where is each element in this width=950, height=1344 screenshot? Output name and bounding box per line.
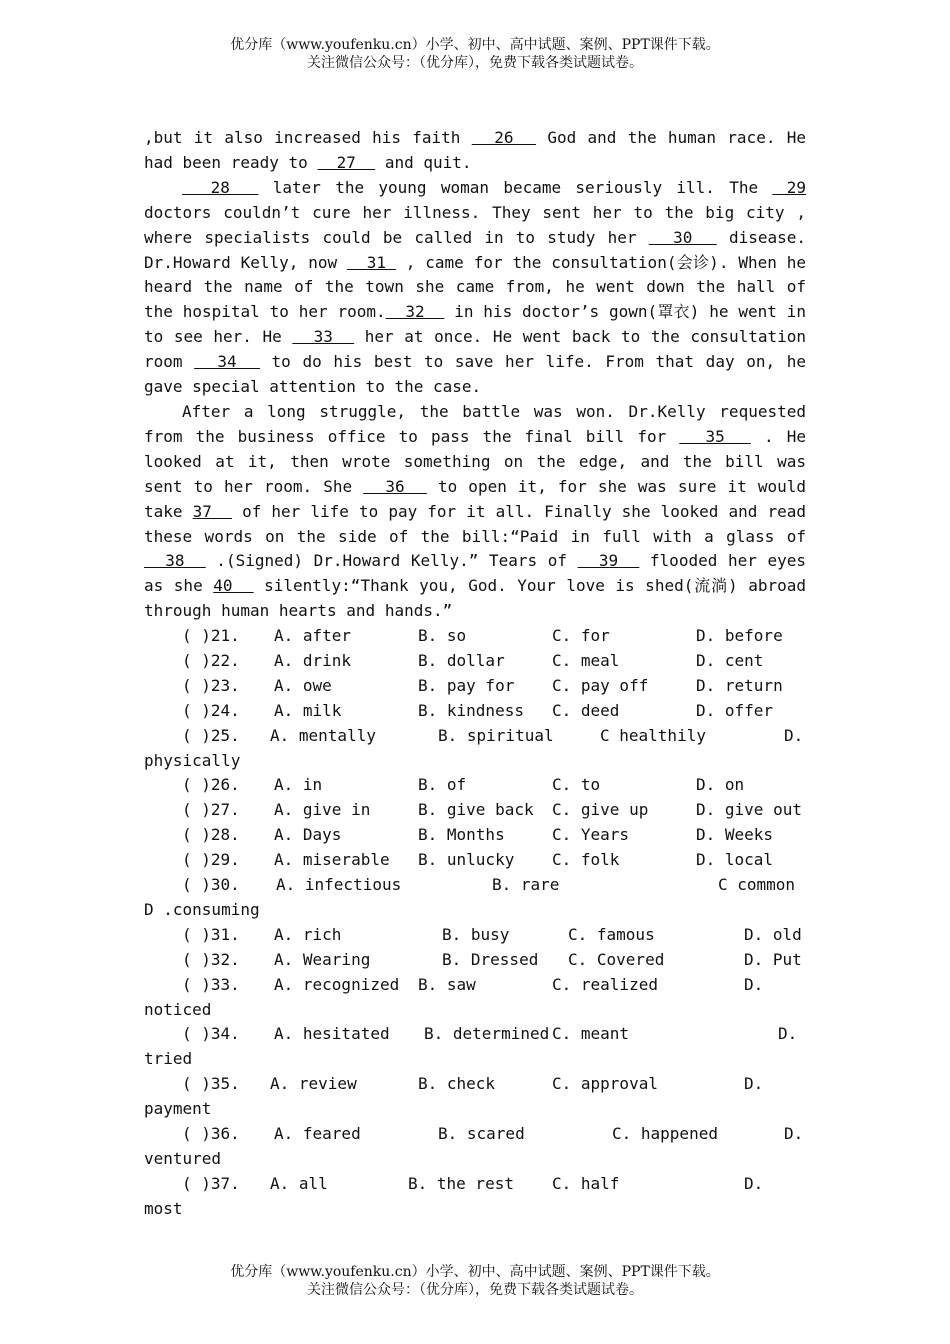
option-a: A. hesitated [274, 1024, 390, 1044]
passage-text: ,but it also increased his faith [144, 128, 472, 147]
option-b: B. scared [438, 1124, 525, 1144]
question-row [144, 1122, 806, 1172]
question-row [144, 973, 806, 1023]
option-b: B. check [418, 1074, 496, 1094]
option-c: C. happened [612, 1124, 718, 1144]
question-number: ( )35. [182, 1074, 240, 1094]
answer-blank: 38 [144, 551, 206, 571]
option-d-text: ventured [144, 1148, 222, 1168]
option-b: B. busy [442, 924, 510, 944]
passage-text: After a long struggle, the battle was won. Dr.Kelly requested from the business office to pass the final bill for [144, 401, 806, 446]
option-c: C. to [552, 775, 601, 795]
question-number: ( )25. [182, 725, 240, 745]
answer-blank: 31 [347, 252, 396, 272]
question-number: ( )34. [182, 1024, 240, 1044]
option-b: B. saw [418, 974, 476, 994]
option-a: A. drink [274, 651, 352, 671]
passage-paragraph-1 [144, 126, 806, 176]
option-a: A. milk [274, 700, 342, 720]
passage-text: silently:“Thank you, God. Your love is shed(流淌) abroad through human hearts and hands.” [144, 576, 807, 621]
answer-blank: 35 [679, 426, 751, 446]
option-d: D. [744, 1173, 764, 1193]
question-row [144, 1172, 806, 1222]
question-number: ( )36. [182, 1124, 240, 1144]
option-c: C. meant [552, 1024, 630, 1044]
option-a: A. review [270, 1074, 357, 1094]
answer-blank: 29 [772, 177, 806, 197]
option-b: B. kindness [418, 700, 524, 720]
question-row [144, 823, 806, 848]
option-d: D. on [696, 775, 745, 795]
passage-text: later the young woman became seriously ill. The [258, 177, 773, 197]
passage-text: .(Signed) Dr.Howard Kelly.” Tears of [205, 551, 578, 571]
answer-blank: 34 [194, 352, 260, 372]
option-d: D. return [696, 675, 783, 695]
question-row [144, 1072, 806, 1122]
passage-text: doctors couldn’t cure her illness. They sent her to the big city , where specialists could be called in to study her [144, 202, 806, 247]
option-c: C. Years [552, 825, 630, 845]
option-c: C. pay off [552, 675, 649, 695]
option-b: B. so [418, 626, 467, 646]
option-a: A. Days [274, 825, 342, 845]
option-b: B. spiritual [438, 725, 554, 745]
option-d-text: payment [144, 1099, 212, 1119]
option-d: D. before [696, 626, 783, 646]
question-number: ( )30. [182, 875, 240, 895]
option-d-text: most [144, 1198, 183, 1218]
option-d: D. old [744, 924, 802, 944]
question-number: ( )27. [182, 800, 240, 820]
question-number: ( )33. [182, 974, 240, 994]
question-number: ( )28. [182, 825, 240, 845]
option-a: A. miserable [274, 850, 390, 870]
option-c: C. realized [552, 974, 658, 994]
option-d: D. offer [696, 700, 774, 720]
option-d: D. Put [744, 949, 802, 969]
option-a: A. give in [274, 800, 371, 820]
passage-text: to open it, for she was sure it would take [144, 476, 807, 521]
passage-text: flooded her eyes as she [144, 551, 806, 596]
option-a: A. feared [274, 1124, 361, 1144]
option-c: C. give up [552, 800, 649, 820]
footer-line-1: 优分库（www.youfenku.cn）小学、初中、高中试题、案例、PPT课件下载。 [230, 1264, 720, 1280]
question-row [144, 923, 806, 948]
answer-blank: 32 [385, 302, 445, 322]
option-c: C. approval [552, 1074, 658, 1094]
option-b: B. of [418, 775, 467, 795]
passage-paragraph-3 [144, 400, 806, 624]
header-line-1: 优分库（www.youfenku.cn）小学、初中、高中试题、案例、PPT课件下载。 [230, 37, 720, 53]
answer-blank: 28 [182, 177, 259, 197]
passage-text: , came for the consultation(会诊). When he heard the name of the town she came from, he went down the hall of the hospital to her room. [144, 252, 806, 322]
question-number: ( )37. [182, 1173, 240, 1193]
option-c: C. Covered [568, 949, 665, 969]
question-row [144, 948, 806, 973]
option-a: A. owe [274, 675, 332, 695]
question-number: ( )23. [182, 675, 240, 695]
option-a: A. infectious [276, 875, 402, 895]
option-b: B. determined [424, 1024, 550, 1044]
passage-paragraph-2 [144, 176, 806, 400]
passage-text: disease. Dr.Howard Kelly, now [144, 227, 807, 272]
question-number: ( )29. [182, 850, 240, 870]
document-body [144, 126, 806, 1222]
option-a: A. recognized [274, 974, 400, 994]
question-row [144, 848, 806, 873]
passage-text: and quit. [375, 152, 472, 172]
question-number: ( )21. [182, 626, 240, 646]
option-d: D. [784, 1124, 804, 1144]
option-d: D. cent [696, 651, 764, 671]
passage-text: God and the human race. He had been ready to [144, 128, 806, 172]
option-c: C common [718, 875, 796, 895]
option-d: D. [744, 974, 764, 994]
question-row [144, 624, 806, 649]
option-b: B. Dressed [442, 949, 539, 969]
answer-blank: 30 [648, 227, 717, 247]
passage-text: to do his best to save her life. From that day on, he gave special attention to the case. [144, 352, 806, 397]
option-d-text: noticed [144, 999, 212, 1019]
option-a: A. rich [274, 924, 342, 944]
option-d: D. Weeks [696, 825, 774, 845]
passage-text: . He looked at it, then wrote something on the edge, and the bill was sent to her room. She [144, 426, 806, 496]
question-list [144, 624, 806, 1221]
option-d-text: physically [144, 750, 241, 770]
question-row [144, 798, 806, 823]
question-number: ( )26. [182, 775, 240, 795]
answer-blank: 26 [471, 128, 537, 147]
answer-blank: 37 [192, 501, 233, 521]
option-c: C. meal [552, 651, 620, 671]
passage-text: in his doctor’s gown(罩衣) he went in to see her. He [144, 302, 806, 347]
answer-blank: 33 [292, 327, 355, 347]
option-d: D. [744, 1074, 764, 1094]
question-number: ( )22. [182, 651, 240, 671]
question-number: ( )24. [182, 700, 240, 720]
question-row [144, 773, 806, 798]
page-header [0, 36, 950, 72]
option-d: D. [778, 1024, 798, 1044]
option-b: B. give back [418, 800, 534, 820]
page-footer [0, 1263, 950, 1299]
option-b: B. Months [418, 825, 505, 845]
option-b: B. rare [492, 875, 560, 895]
option-b: B. unlucky [418, 850, 515, 870]
option-d-text: tried [144, 1049, 193, 1069]
answer-blank: 40 [213, 576, 254, 596]
option-c: C healthily [600, 725, 706, 745]
question-row [144, 699, 806, 724]
option-a: A. all [270, 1173, 328, 1193]
passage-text: her at once. He went back to the consultation room [144, 327, 807, 372]
option-b: B. the rest [408, 1173, 514, 1193]
option-b: B. dollar [418, 651, 505, 671]
passage-text: of her life to pay for it all. Finally she looked and read these words on the side of the bill:“Paid in full with a glass of [144, 501, 807, 546]
option-a: A. in [274, 775, 323, 795]
footer-line-2: 关注微信公众号：（优分库），免费下载各类试题试卷。 [307, 1282, 643, 1298]
option-d: D. local [696, 850, 774, 870]
question-number: ( )32. [182, 949, 240, 969]
option-d: D. [784, 725, 804, 745]
option-c: C. famous [568, 924, 655, 944]
question-number: ( )31. [182, 924, 240, 944]
answer-blank: 36 [363, 476, 427, 496]
option-a: A. after [274, 626, 352, 646]
option-c: C. folk [552, 850, 620, 870]
question-row [144, 724, 806, 774]
answer-blank: 27 [317, 152, 376, 172]
option-d: D .consuming [144, 899, 260, 919]
option-c: C. for [552, 626, 610, 646]
header-line-2: 关注微信公众号：（优分库），免费下载各类试题试卷。 [307, 55, 643, 71]
option-d: D. give out [696, 800, 802, 820]
question-row [144, 649, 806, 674]
option-c: C. deed [552, 700, 620, 720]
option-c: C. half [552, 1173, 620, 1193]
question-row [144, 674, 806, 699]
answer-blank: 39 [577, 551, 640, 571]
option-a: A. mentally [270, 725, 376, 745]
option-b: B. pay for [418, 675, 515, 695]
option-a: A. Wearing [274, 949, 371, 969]
question-row [144, 1022, 806, 1072]
question-row [144, 873, 806, 923]
